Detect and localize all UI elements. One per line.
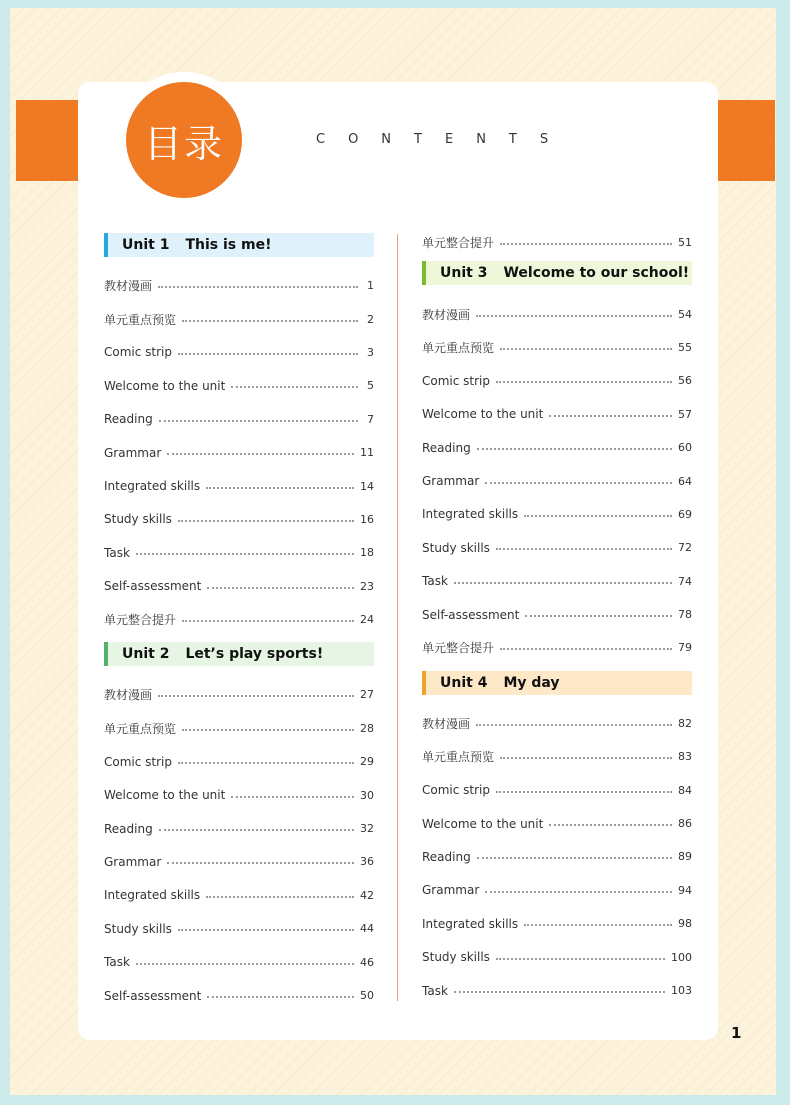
toc-entry[interactable] [422, 565, 692, 598]
toc-entry[interactable] [104, 436, 374, 469]
toc-entry[interactable] [422, 598, 692, 631]
toc-entry[interactable] [422, 874, 692, 907]
toc-entry[interactable] [104, 912, 374, 945]
toc-entry[interactable] [422, 498, 692, 531]
entry-title: Reading [104, 821, 153, 836]
dot-leader [178, 928, 354, 931]
dot-leader [549, 823, 672, 826]
toc-entry[interactable] [104, 712, 374, 745]
toc-entry[interactable] [104, 945, 374, 978]
entry-page: 98 [678, 917, 692, 931]
dot-leader [454, 581, 672, 584]
entry-page: 56 [678, 374, 692, 388]
entry-page: 46 [360, 955, 374, 969]
entry-title: Grammar [422, 474, 480, 489]
unit-heading[interactable] [104, 233, 374, 257]
entry-page: 11 [360, 446, 374, 460]
dot-leader [500, 647, 672, 650]
toc-entry[interactable] [104, 336, 374, 369]
page-number: 1 [731, 1024, 742, 1042]
dot-leader [136, 962, 354, 965]
dot-leader [182, 728, 354, 731]
unit-heading[interactable] [104, 642, 374, 666]
toc-entry[interactable] [422, 226, 692, 259]
dot-leader [167, 452, 354, 455]
toc-entry[interactable] [422, 907, 692, 940]
dot-leader [500, 242, 672, 245]
entry-title: Integrated skills [104, 888, 201, 903]
dot-leader [454, 990, 665, 993]
toc-entry[interactable] [104, 469, 374, 502]
toc-entry[interactable] [104, 745, 374, 778]
entry-page: 18 [360, 546, 374, 560]
entry-title: Study skills [104, 512, 172, 527]
toc-entry[interactable] [422, 707, 692, 740]
toc-entry[interactable] [104, 845, 374, 878]
dot-leader [178, 519, 354, 522]
dot-leader [524, 923, 672, 926]
unit-name: Let’s play sports! [185, 646, 324, 663]
entry-page: 57 [678, 407, 692, 421]
entry-title: 教材漫画 [422, 307, 471, 322]
entry-page: 54 [678, 307, 692, 321]
entry-title: Integrated skills [104, 479, 201, 494]
entry-title: Study skills [422, 950, 490, 965]
entry-page: 1 [367, 279, 374, 293]
toc-entry[interactable] [422, 531, 692, 564]
entry-page: 29 [360, 755, 374, 769]
dot-leader [178, 352, 358, 355]
entry-page: 64 [678, 474, 692, 488]
entry-title: 单元整合提升 [422, 641, 495, 656]
toc-entry[interactable] [104, 536, 374, 569]
dot-leader [207, 586, 354, 589]
toc-entry[interactable] [104, 403, 374, 436]
entry-title: Comic strip [422, 783, 490, 798]
entry-page: 103 [671, 984, 692, 997]
entry-page: 23 [360, 579, 374, 593]
toc-entry[interactable] [104, 979, 374, 1012]
entry-page: 5 [367, 379, 374, 393]
toc-entry[interactable] [422, 431, 692, 464]
dot-leader [231, 795, 354, 798]
entry-page: 30 [360, 788, 374, 802]
entry-title: 单元重点预览 [422, 750, 495, 765]
entry-title: Self-assessment [422, 607, 520, 622]
entry-title: Integrated skills [422, 507, 519, 522]
dot-leader [182, 619, 354, 622]
dot-leader [159, 419, 358, 422]
dot-leader [496, 547, 672, 550]
dot-leader [231, 385, 358, 388]
entry-title: Task [422, 983, 448, 998]
contents-subtitle: CONTENTS [316, 132, 572, 147]
entry-page: 78 [678, 608, 692, 622]
dot-leader [206, 895, 354, 898]
toc-entry[interactable] [104, 603, 374, 636]
entry-title: Welcome to the unit [104, 788, 226, 803]
entry-page: 44 [360, 922, 374, 936]
entry-page: 72 [678, 541, 692, 555]
dot-leader [178, 761, 354, 764]
entry-title: 教材漫画 [104, 688, 153, 703]
toc-entry[interactable] [104, 570, 374, 603]
toc-entry[interactable] [422, 807, 692, 840]
entry-title: Integrated skills [422, 916, 519, 931]
toc-entry[interactable] [104, 302, 374, 335]
entry-title: 单元重点预览 [104, 721, 177, 736]
unit-name: Welcome to our school! [503, 265, 690, 282]
dot-leader [496, 790, 672, 793]
toc-entry[interactable] [422, 631, 692, 664]
dot-leader [159, 828, 354, 831]
unit-label: Unit 1 [122, 237, 170, 253]
unit-heading[interactable] [422, 261, 692, 285]
entry-title: Grammar [422, 883, 480, 898]
dot-leader [549, 414, 672, 417]
toc-entry[interactable] [104, 812, 374, 845]
dot-leader [476, 723, 672, 726]
entry-page: 50 [360, 989, 374, 1002]
toc-entry[interactable] [422, 464, 692, 497]
entry-page: 55 [678, 340, 692, 354]
toc-entry[interactable] [422, 773, 692, 806]
entry-page: 69 [678, 507, 692, 521]
unit-name: This is me! [185, 237, 272, 253]
dot-leader [182, 319, 358, 322]
entry-title: Study skills [422, 540, 490, 555]
title-circle [126, 82, 242, 198]
toc-entry[interactable] [422, 974, 692, 1007]
entry-title: Self-assessment [104, 988, 202, 1003]
entry-title: Comic strip [422, 373, 490, 388]
entry-page: 36 [360, 855, 374, 869]
toc-right-column [422, 226, 692, 1007]
page-title: 目录 [143, 121, 224, 166]
entry-title: 教材漫画 [422, 716, 471, 731]
toc-entry[interactable] [104, 778, 374, 811]
entry-title: 单元整合提升 [104, 613, 177, 628]
entry-title: 教材漫画 [104, 279, 153, 294]
entry-page: 79 [678, 641, 692, 655]
entry-page: 94 [678, 883, 692, 897]
entry-title: Welcome to the unit [422, 407, 544, 422]
header-band-right [718, 100, 775, 181]
dot-leader [524, 514, 672, 517]
entry-page: 42 [360, 888, 374, 902]
entry-page: 28 [360, 721, 374, 735]
entry-title: Reading [422, 440, 471, 455]
entry-page: 60 [678, 441, 692, 455]
entry-title: Grammar [104, 854, 162, 869]
entry-page: 2 [367, 312, 374, 326]
toc-entry[interactable] [422, 331, 692, 364]
entry-title: Reading [422, 849, 471, 864]
dot-leader [496, 957, 665, 960]
entry-page: 27 [360, 688, 374, 702]
dot-leader [158, 694, 354, 697]
unit-heading[interactable] [422, 671, 692, 695]
entry-title: Self-assessment [104, 579, 202, 594]
dot-leader [496, 380, 672, 383]
entry-page: 84 [678, 783, 692, 797]
toc-entry[interactable] [104, 369, 374, 402]
entry-page: 51 [678, 236, 692, 250]
toc-left-column [104, 233, 374, 1012]
dot-leader [136, 552, 354, 555]
entry-page: 3 [367, 345, 374, 359]
dot-leader [476, 314, 672, 317]
dot-leader [206, 486, 354, 489]
dot-leader [167, 861, 354, 864]
entry-title: Welcome to the unit [422, 816, 544, 831]
unit-name: My day [503, 674, 560, 691]
entry-page: 86 [678, 817, 692, 831]
entry-page: 32 [360, 822, 374, 836]
toc-entry[interactable] [104, 678, 374, 711]
entry-page: 14 [360, 479, 374, 493]
entry-title: Comic strip [104, 754, 172, 769]
column-divider [397, 234, 398, 1001]
toc-entry[interactable] [422, 398, 692, 431]
entry-page: 16 [360, 512, 374, 526]
unit-label: Unit 3 [440, 265, 488, 282]
dot-leader [485, 481, 672, 484]
toc-entry[interactable] [422, 840, 692, 873]
entry-title: Task [104, 545, 130, 560]
entry-title: 单元整合提升 [422, 236, 495, 251]
dot-leader [485, 890, 672, 893]
dot-leader [477, 447, 672, 450]
dot-leader [500, 756, 672, 759]
dot-leader [525, 614, 672, 617]
entry-title: Task [104, 955, 130, 970]
toc-entry[interactable] [422, 740, 692, 773]
toc-entry[interactable] [104, 503, 374, 536]
entry-title: Task [422, 574, 448, 589]
entry-title: 单元重点预览 [422, 340, 495, 355]
entry-page: 83 [678, 750, 692, 764]
unit-label: Unit 4 [440, 674, 488, 691]
entry-page: 24 [360, 613, 374, 627]
dot-leader [477, 856, 672, 859]
toc-entry[interactable] [422, 297, 692, 330]
dot-leader [207, 995, 354, 998]
entry-page: 89 [678, 850, 692, 864]
entry-title: Welcome to the unit [104, 378, 226, 393]
toc-entry[interactable] [104, 269, 374, 302]
entry-page: 74 [678, 574, 692, 588]
toc-entry[interactable] [422, 940, 692, 973]
dot-leader [500, 347, 672, 350]
entry-title: Grammar [104, 445, 162, 460]
entry-title: Study skills [104, 921, 172, 936]
toc-entry[interactable] [422, 364, 692, 397]
toc-entry[interactable] [104, 879, 374, 912]
entry-title: 单元重点预览 [104, 312, 177, 327]
entry-title: Reading [104, 412, 153, 427]
entry-page: 100 [671, 950, 692, 964]
unit-label: Unit 2 [122, 646, 170, 663]
dot-leader [158, 285, 358, 288]
entry-page: 82 [678, 716, 692, 730]
entry-title: Comic strip [104, 345, 172, 360]
entry-page: 7 [367, 412, 374, 426]
